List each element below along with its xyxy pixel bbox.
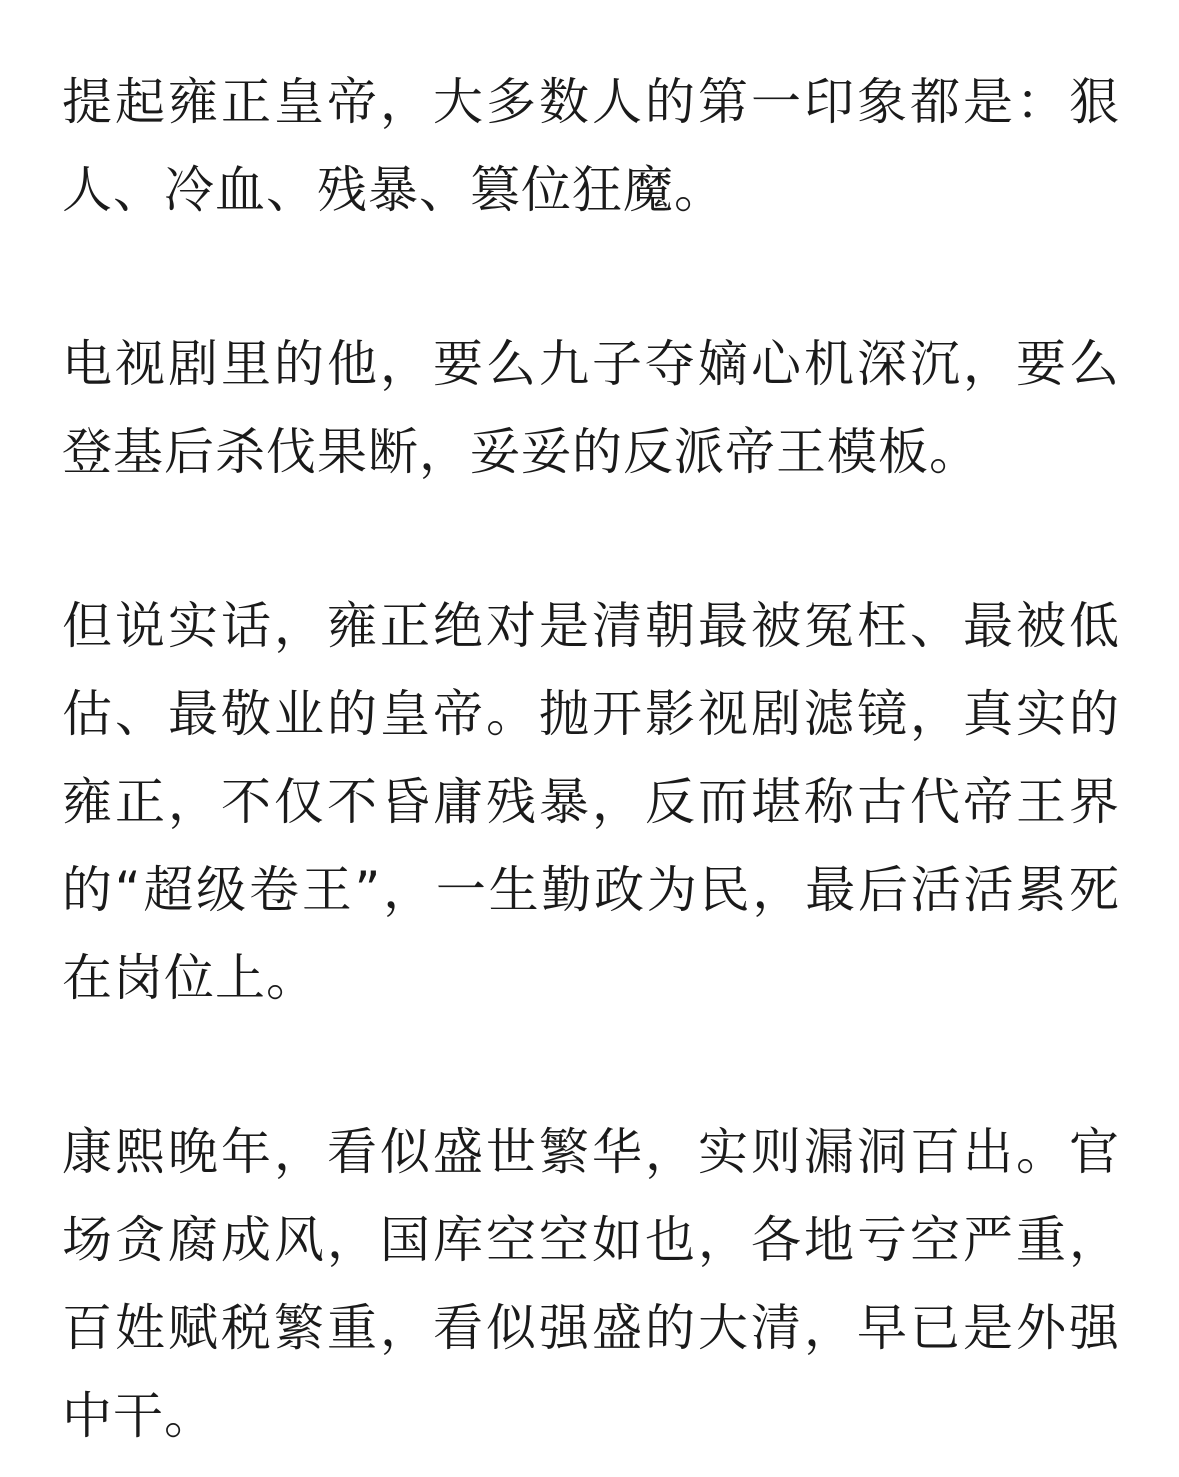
paragraph-1: 提起雍正皇帝，大多数人的第一印象都是：狠人、冷血、残暴、篡位狂魔。	[62, 73, 1120, 219]
paragraph-4: 康熙晚年，看似盛世繁华，实则漏洞百出。官场贪腐成风，国库空空如也，各地亏空严重，百姓赋税繁重，看似强盛的大清，早已是外强中干。	[62, 1123, 1120, 1445]
paragraph-3: 但说实话，雍正绝对是清朝最被冤枉、最被低估、最敬业的皇帝。抛开影视剧滤镜，真实的雍正，不仅不昏庸残暴，反而堪称古代帝王界的“超级卷王”，一生勤政为民，最后活活累死在岗位上。	[62, 597, 1120, 1007]
article-body	[62, 58, 1120, 1460]
paragraph-2: 电视剧里的他，要么九子夺嫡心机深沉，要么登基后杀伐果断，妥妥的反派帝王模板。	[62, 335, 1120, 481]
